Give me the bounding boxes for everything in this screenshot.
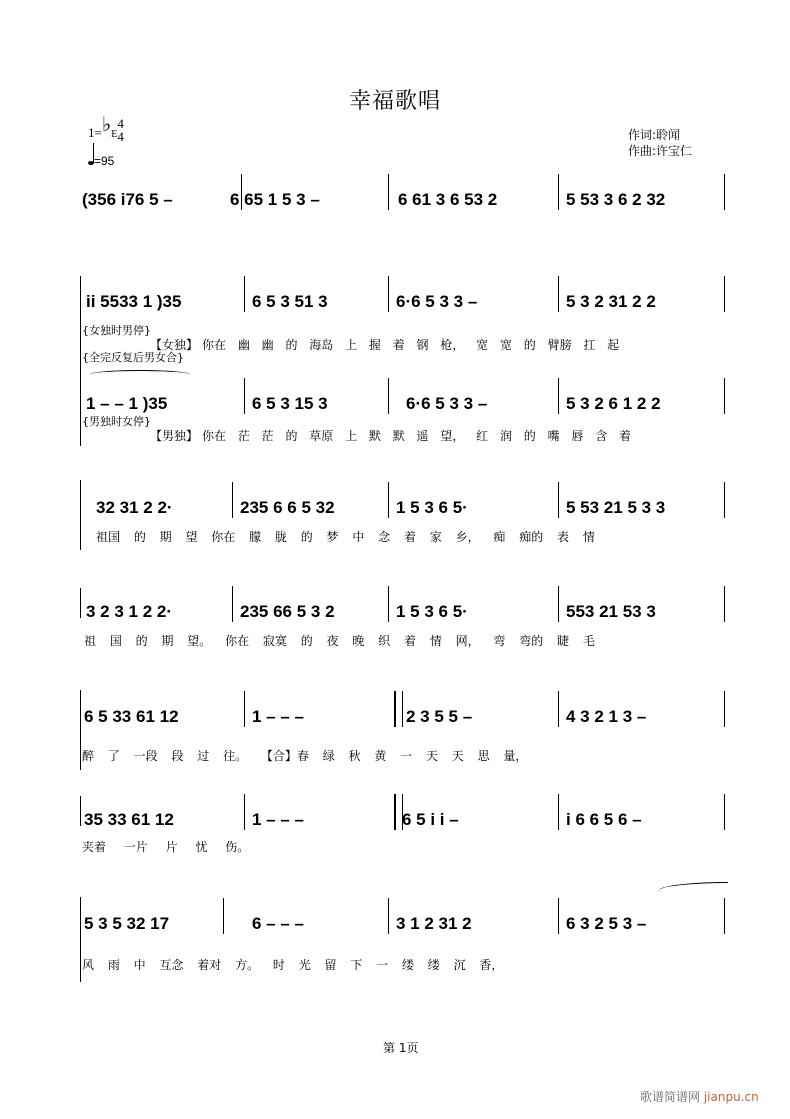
measure [78,180,177,210]
lyrics-line: 祖 国 的 期 望。 你在 寂寞 的 夜 晚 织 着 情 网， 弯 弯的 睫 毛 [84,634,595,648]
measure [80,904,173,934]
measure [562,282,660,312]
measure-notes: 6·6 5 3 3 – [396,292,478,311]
tempo-marking [88,154,114,168]
lyricist: 作词:聆闻 [628,128,681,142]
credits [628,127,692,159]
measure [562,180,669,210]
measure-notes: 4 3 2 1 3 – [566,707,647,726]
barline [388,276,389,312]
measure [248,800,308,830]
measure [562,697,650,727]
measure-notes: 235 66 5 3 2 [240,602,335,621]
measure [562,488,669,518]
measure [92,488,177,518]
measure [562,904,650,934]
measure-notes: 5 3 5 32 17 [84,914,170,933]
lyrics-line: 你在 幽 幽 的 海岛 上 握 着 钢 枪， 宽 宽 的 臂膀 扛 起 [202,338,620,352]
measure [562,592,660,622]
staff-system [78,697,728,727]
measure [562,384,665,414]
time-bottom: 4 [117,129,124,145]
barline [388,898,389,934]
barline [388,586,389,622]
measure [82,282,185,312]
watermark [640,1088,759,1105]
measure [392,488,472,518]
measure [80,800,178,830]
measure [82,592,176,622]
barline [724,482,725,518]
measure-notes: 6 5 3 51 3 [252,292,328,311]
measure-notes: 3 1 2 31 2 [396,914,472,933]
barline [244,691,245,727]
measure-notes: 6 5 3 15 3 [252,394,328,413]
measure-notes: ii 5533 1 )35 [86,292,182,311]
barline [244,276,245,312]
staff-system [78,282,728,312]
barline [232,586,233,622]
performance-note: {女独时男停} [82,324,151,337]
tempo-value: =95 [94,154,115,168]
barline [724,898,725,934]
staff-system [78,180,728,210]
measure-notes: 6 – – – [252,914,304,933]
barline [724,691,725,727]
measure [402,384,491,414]
key-label: 1= [88,125,102,140]
staff-system [78,904,728,934]
measure-notes: (356 i76 5 – [82,190,173,209]
barline [232,482,233,518]
measure [226,180,324,210]
measure [236,488,339,518]
barline [388,482,389,518]
singer-label: 【男独】 [150,429,199,443]
staff-system [78,384,728,414]
measure-notes: 235 6 6 5 32 [240,498,335,517]
measure-notes: 5 3 2 31 2 2 [566,292,656,311]
measure [562,800,646,830]
lyrics-line: 你在 茫 茫 的 草原 上 默 默 遥 望， 红 润 的 嘴 唇 含 着 [202,429,632,443]
measure-notes: i 6 6 5 6 – [566,810,642,829]
barline [558,794,559,830]
watermark-en: jianpu.cn [703,1090,759,1104]
measure-notes: 6 5 i i – [402,810,459,829]
barline [244,378,245,414]
time-top: 4 [117,116,124,132]
measure-notes: 1 – – – [252,707,304,726]
barline [724,586,725,622]
measure-notes: 1 5 3 6 5· [396,498,468,517]
measure-notes: 1 – – 1 )35 [86,394,168,413]
measure [392,282,481,312]
time-signature [117,117,124,143]
barline [558,276,559,312]
quarter-note-icon [88,161,94,165]
measure-notes: 5 3 2 6 1 2 2 [566,394,661,413]
measure [394,180,501,210]
flat-icon: ♭ [101,114,112,136]
measure [248,904,308,934]
barline [388,378,389,414]
measure [402,697,476,727]
barline [724,794,725,830]
lyrics-line: 醉 了 一段 段 过 往。 【合】春 绿 秋 黄 一 天 天 思 量， [82,749,528,763]
composer: 作曲:许宝仁 [628,144,693,158]
measure-notes: 6 3 2 5 3 – [566,914,647,933]
barline [558,898,559,934]
measure [392,592,472,622]
measure [248,384,332,414]
measure-notes: 6 5 33 61 12 [84,707,179,726]
barline [558,482,559,518]
staff-system [78,800,728,830]
measure-notes: 35 33 61 12 [84,810,174,829]
barline [558,378,559,414]
measure [80,697,183,727]
measure [236,592,339,622]
barline [558,691,559,727]
lyrics-line: 祖国 的 期 望 你在 朦 胧 的 梦 中 念 着 家 乡， 痴 痴的 表 情 [96,530,595,544]
measure-notes: 1 – – – [252,810,304,829]
measure-notes: 2 3 5 5 – [406,707,473,726]
barline [223,898,224,934]
slur [90,370,190,379]
barline [388,174,389,210]
measure-notes: 553 21 53 3 [566,602,656,621]
performance-note: {全完反复后男女合} [82,351,184,364]
measure-notes: 5 53 3 6 2 32 [566,190,666,209]
measure [248,697,308,727]
measure [248,282,332,312]
barline [558,586,559,622]
staff-system [78,488,728,518]
measure [82,384,171,414]
barline [724,276,725,312]
barline [558,174,559,210]
singer-label: 【女独】 [150,338,199,352]
watermark-cn: 歌谱简谱网 [640,1090,701,1104]
measure [392,904,476,934]
performance-note: {男独时女停} [82,415,151,428]
measure-notes: 6·6 5 3 3 – [406,394,488,413]
barline [724,378,725,414]
measure-notes: 6 65 1 5 3 – [230,190,320,209]
measure-notes: 32 31 2 2· [96,498,173,517]
page-number: 第 1页 [383,1041,419,1055]
key-note: E [111,129,118,140]
measure [398,800,463,830]
measure-notes: 5 53 21 5 3 3 [566,498,666,517]
measure-notes: 3 2 3 1 2 2· [86,602,173,621]
slur [658,882,728,891]
lyrics-line: 风 雨 中 互念 着对 方。 时 光 留 下 一 缕 缕 沉 香， [82,958,504,972]
measure-notes: 6 61 3 6 53 2 [398,190,498,209]
barline [244,794,245,830]
barline [724,174,725,210]
staff-system [78,592,728,622]
lyrics-line: 夹着 一片 片 忧 伤。 [82,840,250,854]
measure-notes: 1 5 3 6 5· [396,602,468,621]
page-title: 幸福歌唱 [348,89,441,114]
